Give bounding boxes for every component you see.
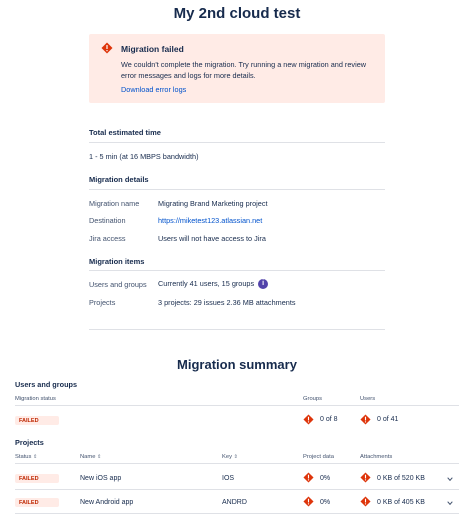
error-icon <box>101 42 113 54</box>
divider <box>89 142 385 143</box>
download-error-logs-link[interactable]: Download error logs <box>121 85 187 94</box>
sort-icon: ⇕ <box>233 454 238 460</box>
jira-access-label: Jira access <box>89 234 126 243</box>
table-header-divider <box>15 405 459 406</box>
col-attachments: Attachments <box>360 454 393 460</box>
users-value: 0 of 41 <box>377 416 399 423</box>
status-badge: FAILED <box>15 416 59 425</box>
col-project-data: Project data <box>303 454 334 460</box>
error-title: Migration failed <box>121 44 184 54</box>
project-data-value: 0% <box>320 499 331 506</box>
row-divider <box>15 513 459 514</box>
page-title: My 2nd cloud test <box>173 5 301 22</box>
status-badge: FAILED <box>15 474 59 483</box>
error-banner <box>89 34 385 103</box>
project-name: New iOS app <box>80 475 122 482</box>
estimated-time-value: 1 - 5 min (at 16 MBPS bandwidth) <box>89 152 199 161</box>
project-data-value: 0% <box>320 475 331 482</box>
users-groups-value-wrap <box>158 279 268 289</box>
users-groups-label: Users and groups <box>89 280 147 289</box>
attachments-value: 0 KB of 520 KB <box>377 475 425 482</box>
migration-items-heading: Migration items <box>89 257 145 266</box>
info-icon[interactable]: i <box>258 279 268 289</box>
attachments-value: 0 KB of 405 KB <box>377 499 425 506</box>
divider <box>89 329 385 330</box>
projects-label: Projects <box>89 298 116 307</box>
sort-icon: ⇕ <box>97 454 102 460</box>
col-status[interactable]: Status ⇕ <box>15 454 38 460</box>
groups-value: 0 of 8 <box>320 416 338 423</box>
migration-name-value: Migrating Brand Marketing project <box>158 199 268 208</box>
projects-value: 3 projects: 29 issues 2.36 MB attachments <box>158 298 296 307</box>
chevron-down-icon[interactable] <box>446 475 454 483</box>
col-users: Users <box>360 396 376 402</box>
col-groups: Groups <box>303 396 323 402</box>
migration-summary-title: Migration summary <box>177 357 297 372</box>
users-groups-value: Currently 41 users, 15 groups <box>158 279 255 288</box>
error-icon <box>303 472 314 483</box>
jira-access-value: Users will not have access to Jira <box>158 234 266 243</box>
error-icon <box>303 496 314 507</box>
status-badge: FAILED <box>15 498 59 507</box>
project-key: IOS <box>222 475 235 482</box>
error-message: We couldn't complete the migration. Try running a new migration and review error messages and logs for more details. <box>121 60 367 80</box>
users-groups-table-heading: Users and groups <box>15 380 78 389</box>
destination-label: Destination <box>89 216 126 225</box>
error-icon <box>360 472 371 483</box>
destination-link[interactable]: https://miketest123.atlassian.net <box>158 216 263 225</box>
divider <box>89 189 385 190</box>
project-name: New Android app <box>80 499 134 506</box>
table-header-divider <box>15 463 459 464</box>
migration-name-label: Migration name <box>89 199 140 208</box>
row-divider <box>15 489 459 490</box>
error-icon <box>360 496 371 507</box>
error-icon <box>303 414 314 425</box>
col-key[interactable]: Key ⇕ <box>222 454 238 460</box>
projects-table-heading: Projects <box>15 438 44 447</box>
col-name[interactable]: Name ⇕ <box>80 454 102 460</box>
chevron-down-icon[interactable] <box>446 499 454 507</box>
migration-details-heading: Migration details <box>89 175 149 184</box>
project-key: ANDRD <box>222 499 247 506</box>
sort-icon: ⇕ <box>33 454 38 460</box>
col-migration-status: Migration status <box>15 396 56 402</box>
estimated-time-heading: Total estimated time <box>89 128 161 137</box>
divider <box>89 270 385 271</box>
error-icon <box>360 414 371 425</box>
